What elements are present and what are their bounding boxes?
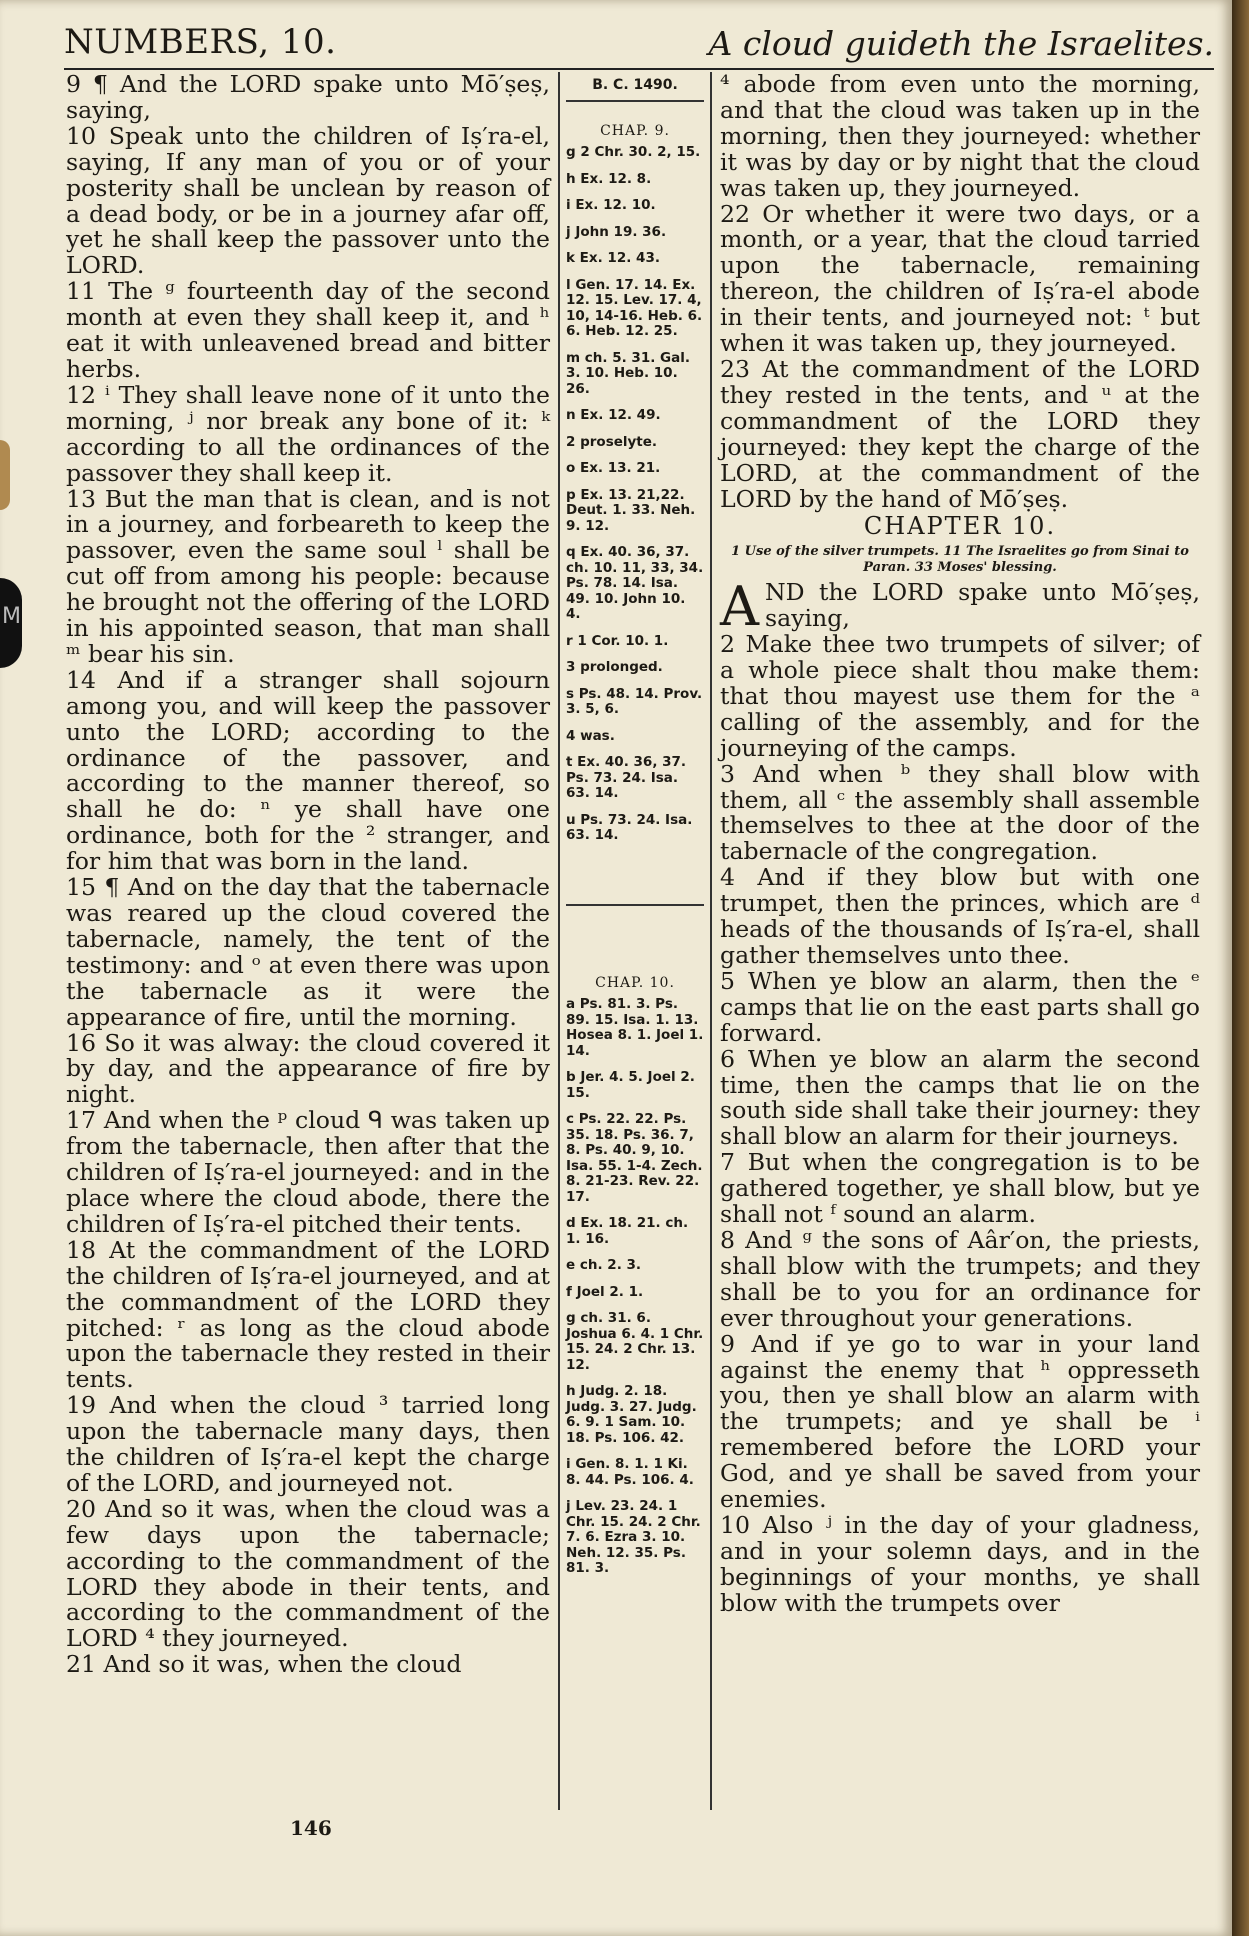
verse: 7 But when the congregation is to be gathered together, ye shall blow, but ye shall not ᶠ sound an alarm. bbox=[720, 1148, 1200, 1229]
cross-reference: t Ex. 40. 36, 37. Ps. 73. 24. Isa. 63. 14. bbox=[566, 754, 687, 801]
verse: 3 And when ᵇ they shall blow with them, all ᶜ the assembly shall assemble themselves to thee at the door of the tabernacle of the congregation. bbox=[720, 759, 1200, 866]
thumb-index-tab[interactable]: M bbox=[0, 578, 22, 668]
verse-text: ND the LORD spake unto Mō′ṣeṣ, saying, bbox=[765, 578, 1200, 633]
cross-reference: h Judg. 2. 18. Judg. 3. 27. Judg. 6. 9. 1 Sam. 10. 18. Ps. 106. 42. bbox=[566, 1383, 697, 1446]
verse: 18 At the commandment of the LORD the children of Iṣ′ra-el journeyed, and at the commandment of the LORD they pitched: ʳ as long as the cloud abode upon the tabernacle they rested in their tents. bbox=[66, 1235, 550, 1394]
header-topic: A cloud guideth the Israelites. bbox=[708, 24, 1214, 63]
left-text-column bbox=[66, 72, 550, 1678]
verse: ⁴ abode from even unto the morning, and that the cloud was taken up in the morning, then they journeyed: whether it was by day or by night that the cloud was taken up, they journeyed. bbox=[720, 70, 1200, 202]
cross-reference: j Lev. 23. 24. 1 Chr. 15. 24. 2 Chr. 7. 6. Ezra 3. 10. Neh. 12. 35. Ps. 81. 3. bbox=[566, 1498, 701, 1576]
column-rule-left bbox=[558, 72, 560, 1810]
verse: 11 The ᵍ fourteenth day of the second month at even they shall keep it, and ʰ eat it with unleavened bread and bitter herbs. bbox=[66, 277, 550, 383]
header-book-chapter: NUMBERS, 10. bbox=[64, 22, 337, 62]
verse: 23 At the commandment of the LORD they rested in the tents, and ᵘ at the commandment of the LORD they journeyed: they kept the charge of the LORD, at the commandment of the LORD by the hand of Mō′ṣeṣ. bbox=[720, 354, 1200, 513]
verse: 12 ⁱ They shall leave none of it unto the morning, ʲ nor break any bone of it: ᵏ according to all the ordinances of the passover they shall keep it. bbox=[66, 380, 550, 487]
cross-reference: e ch. 2. 3. bbox=[566, 1257, 642, 1273]
cross-reference: l Gen. 17. 14. Ex. 12. 15. Lev. 17. 4, 10, 14-16. Heb. 6. 6. Heb. 12. 25. bbox=[566, 276, 703, 339]
verse: 19 And when the cloud ³ tarried long upon the tabernacle many days, then the children of Iṣ′ra-el kept the charge of the LORD, and journeyed not. bbox=[66, 1391, 550, 1497]
verse: 2 Make thee two trumpets of silver; of a whole piece shalt thou make them: that thou mayest use them for the ᵃ calling of the assembly, and for the journeying of the camps. bbox=[720, 630, 1200, 762]
verse: 8 And ᵍ the sons of Aâr′on, the priests, shall blow with the trumpets; and they shall be to you for an ordinance for ever throughout your generations. bbox=[720, 1225, 1200, 1332]
chapter-summary: 1 Use of the silver trumpets. 11 The Israelites go from Sinai to Paran. 33 Moses' blessing. bbox=[731, 544, 1189, 576]
cross-reference: g ch. 31. 6. Joshua 6. 4. 1 Chr. 15. 24. 2 Chr. 13. 12. bbox=[566, 1310, 704, 1373]
column-rule-right bbox=[710, 72, 712, 1810]
cross-reference: s Ps. 48. 14. Prov. 3. 5, 6. bbox=[566, 685, 703, 717]
cross-reference: n Ex. 12. 49. bbox=[566, 407, 661, 423]
cross-reference: i Ex. 12. 10. bbox=[566, 197, 656, 213]
drop-cap: A bbox=[720, 575, 759, 639]
page-number: 146 bbox=[290, 1816, 332, 1840]
date-label: B. C. 1490. bbox=[592, 77, 678, 93]
cross-reference: g 2 Chr. 30. 2, 15. bbox=[566, 144, 701, 160]
verse: 6 When ye blow an alarm the second time, then the camps that lie on the south side shall take their journey: they shall blow an alarm for their journeys. bbox=[720, 1044, 1200, 1151]
verse: 15 ¶ And on the day that the tabernacle was reared up the cloud covered the tabernacle, namely, the tent of the testimony: and ᵒ at even there was upon the tabernacle as it were the appearance of fire, until the morning. bbox=[66, 873, 550, 1031]
verse: 16 So it was alway: the cloud covered it by day, and the appearance of fire by night. bbox=[66, 1028, 550, 1109]
verse: 22 Or whether it were two days, or a month, or a year, that the cloud tarried upon the tabernacle, remaining thereon, the children of Iṣ′ra-el abode in their tents, and journeyed not: ᵗ but when it was taken up, they journeyed. bbox=[720, 199, 1200, 358]
cross-reference: d Ex. 18. 21. ch. 1. 16. bbox=[566, 1215, 689, 1247]
chapter-heading: CHAPTER 10. bbox=[863, 512, 1057, 541]
cross-reference: a Ps. 81. 3. Ps. 89. 15. Isa. 1. 13. Hosea 8. 1. Joel 1. 14. bbox=[566, 996, 704, 1059]
verse: 5 When ye blow an alarm, then the ᵉ camps that lie on the east parts shall go forward. bbox=[720, 966, 1200, 1047]
verse: 10 Speak unto the children of Iṣ′ra-el, saying, If any man of you or of your posterity shall be unclean by reason of a dead body, or be in a journey afar off, yet he shall keep the passover unto the LORD. bbox=[66, 121, 550, 280]
verse: 9 ¶ And the LORD spake unto Mō′ṣeṣ, saying, bbox=[66, 70, 550, 124]
cross-reference: b Jer. 4. 5. Joel 2. 15. bbox=[566, 1069, 695, 1101]
cross-reference: m ch. 5. 31. Gal. 3. 10. Heb. 10. 26. bbox=[566, 349, 690, 397]
verse-first bbox=[720, 575, 1200, 639]
verse: 21 And so it was, when the cloud bbox=[66, 1650, 462, 1679]
cross-reference: h Ex. 12. 8. bbox=[566, 170, 652, 187]
cross-reference: c Ps. 22. 22. Ps. 35. 18. Ps. 36. 7, 8. Ps. 40. 9, 10. Isa. 55. 1-4. Zech. 8. 21-23. Rev. 22. 17. bbox=[566, 1111, 703, 1205]
verse: 17 And when the ᵖ cloud ᑫ was taken up from the tabernacle, then after that the children of Iṣ′ra-el journeyed: and in the place where the cloud abode, there the children of Iṣ′ra-el pitched their tents. bbox=[66, 1106, 550, 1238]
reference-rule bbox=[566, 100, 704, 102]
cross-reference: q Ex. 40. 36, 37. ch. 10. 11, 33, 34. Ps. 78. 14. Isa. 49. 10. John 10. 4. bbox=[566, 544, 704, 622]
verse: 13 But the man that is clean, and is not in a journey, and forbeareth to keep the passover, even the same soul ˡ shall be cut off from among his people: because he brought not the offering of the LORD in his appointed season, that man shall ᵐ bear his sin. bbox=[66, 484, 550, 668]
right-text-column bbox=[720, 72, 1200, 1617]
verse: 4 And if they blow but with one trumpet, then the princes, which are ᵈ heads of the thousands of Iṣ′ra-el, shall gather themselves unto thee. bbox=[720, 863, 1200, 969]
chap10-label: CHAP. 10. bbox=[595, 974, 675, 991]
cross-reference: 4 was. bbox=[566, 727, 615, 744]
verse: 14 And if a stranger shall sojourn among you, and will keep the passover unto the LORD; according to the ordinance of the passover, and according to the manner thereof, so shall he do: ⁿ ye shall have one ordinance, both for the ² stranger, and for him that was born in the land. bbox=[66, 665, 550, 876]
reference-rule bbox=[566, 904, 704, 906]
cross-reference: o Ex. 13. 21. bbox=[566, 460, 661, 476]
verse: 9 And if ye go to war in your land against the enemy that ʰ oppresseth you, then ye shall blow an alarm with the trumpets; and ye shall be ⁱ remembered before the LORD your God, and ye shall be saved from your enemies. bbox=[720, 1329, 1200, 1514]
verse: 10 Also ʲ in the day of your gladness, and in your solemn days, and in the beginnings of your months, ye shall blow with the trumpets over bbox=[720, 1510, 1200, 1617]
running-header bbox=[64, 18, 1214, 70]
verse: 20 And so it was, when the cloud was a few days upon the tabernacle; according to the commandment of the LORD they abode in their tents, and according to the commandment of the LORD ⁴ they journeyed. bbox=[66, 1494, 550, 1653]
book-spine-edge bbox=[1232, 0, 1249, 1936]
cross-reference: j John 19. 36. bbox=[566, 223, 667, 240]
cross-reference: 3 prolonged. bbox=[566, 659, 663, 675]
cross-reference: f Joel 2. 1. bbox=[566, 1283, 644, 1300]
chap9-label: CHAP. 9. bbox=[600, 122, 670, 139]
page-edge-stain bbox=[0, 440, 10, 510]
cross-reference: p Ex. 13. 21,22. Deut. 1. 33. Neh. 9. 12. bbox=[566, 486, 696, 534]
cross-reference: r 1 Cor. 10. 1. bbox=[566, 632, 669, 649]
cross-reference: k Ex. 12. 43. bbox=[566, 250, 660, 266]
cross-reference: 2 proselyte. bbox=[566, 433, 658, 450]
cross-reference: i Gen. 8. 1. 1 Ki. 8. 44. Ps. 106. 4. bbox=[566, 1456, 694, 1488]
cross-reference: u Ps. 73. 24. Isa. 63. 14. bbox=[566, 811, 693, 843]
reference-column bbox=[566, 72, 704, 1588]
